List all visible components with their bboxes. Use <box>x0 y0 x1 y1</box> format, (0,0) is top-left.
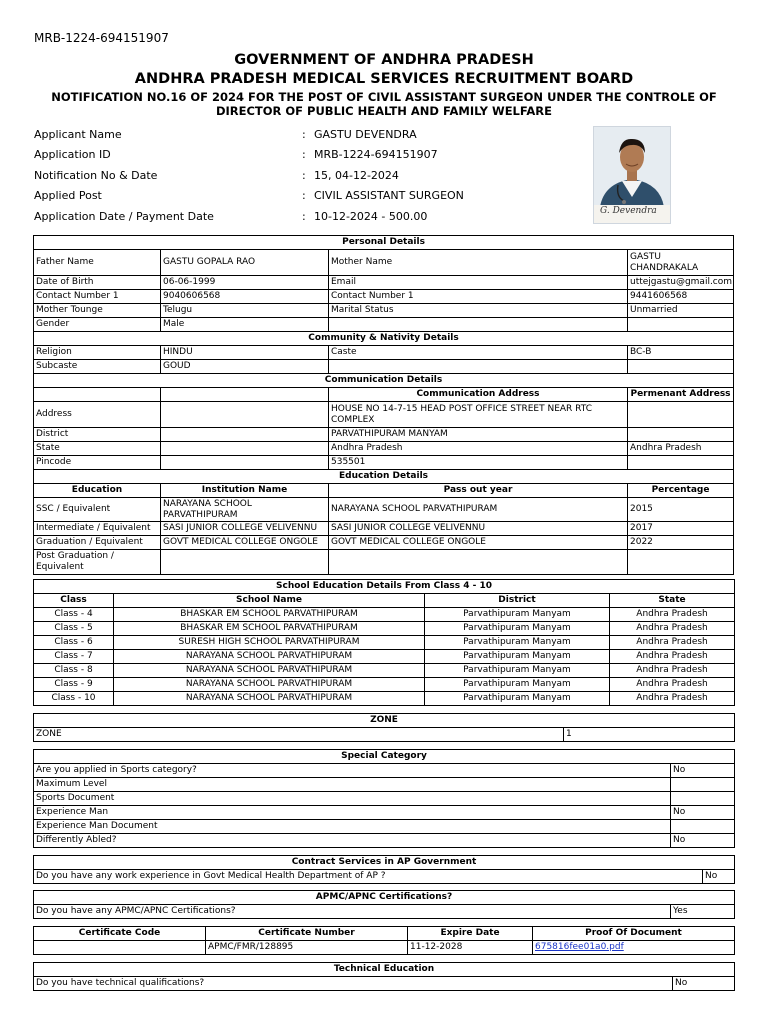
header-notification-line2: DIRECTOR OF PUBLIC HEALTH AND FAMILY WELFARE <box>215 104 553 118</box>
contact1-label: Contact Number 1 <box>34 290 161 304</box>
school-education-table <box>33 579 735 706</box>
caste-label: Caste <box>329 346 628 360</box>
state-label: State <box>34 442 161 456</box>
summary-label: Applicant Name <box>34 127 122 141</box>
special-category-title: Special Category <box>34 750 735 764</box>
education-row <box>34 550 734 575</box>
state-cell: Andhra Pradesh <box>610 608 735 622</box>
marital-status-label: Marital Status <box>329 304 628 318</box>
dob-value: 06-06-1999 <box>161 276 329 290</box>
percentage: 2015 <box>628 498 734 522</box>
applicant-photo <box>593 126 671 224</box>
empty-cell <box>161 456 329 470</box>
state-header: State <box>610 594 735 608</box>
contract-services-table <box>33 855 735 884</box>
passout-year: GOVT MEDICAL COLLEGE ONGOLE <box>329 536 628 550</box>
summary-label: Notification No & Date <box>34 168 158 182</box>
subcaste-label: Subcaste <box>34 360 161 374</box>
table-row <box>34 792 735 806</box>
education-row <box>34 536 734 550</box>
education-row <box>34 522 734 536</box>
state-cell: Andhra Pradesh <box>610 636 735 650</box>
photo-signature: G. Devendra <box>600 206 657 216</box>
table-row <box>34 608 735 622</box>
percentage-header: Percentage <box>628 484 734 498</box>
zone-title: ZONE <box>34 714 735 728</box>
summary-row <box>34 165 574 186</box>
table-row <box>34 834 735 848</box>
expire-date-header: Expire Date <box>408 927 533 941</box>
district-cell: Parvathipuram Manyam <box>425 692 610 706</box>
empty-cell <box>329 360 628 374</box>
class-cell: Class - 9 <box>34 678 114 692</box>
sports-document-label: Sports Document <box>34 792 671 806</box>
contract-services-title: Contract Services in AP Government <box>34 856 735 870</box>
class-cell: Class - 10 <box>34 692 114 706</box>
certificate-code-header: Certificate Code <box>34 927 206 941</box>
certificate-number-value: APMC/FMR/128895 <box>206 941 408 955</box>
summary-row <box>34 186 574 207</box>
table-row <box>34 778 735 792</box>
district-cell: Parvathipuram Manyam <box>425 636 610 650</box>
email-value: uttejgastu@gmail.com <box>628 276 734 290</box>
education-level: Post Graduation / Equivalent <box>34 550 161 575</box>
apmc-table <box>33 890 735 919</box>
community-details-title: Community & Nativity Details <box>34 332 734 346</box>
gender-value: Male <box>161 318 329 332</box>
state-cell: Andhra Pradesh <box>610 678 735 692</box>
experience-man-document-label: Experience Man Document <box>34 820 671 834</box>
address-label: Address <box>34 402 161 428</box>
email-label: Email <box>329 276 628 290</box>
apmc-answer: Yes <box>671 905 735 919</box>
state-value: Andhra Pradesh <box>329 442 628 456</box>
maximum-level-value <box>671 778 735 792</box>
maximum-level-label: Maximum Level <box>34 778 671 792</box>
passout-year-header: Pass out year <box>329 484 628 498</box>
district-value: PARVATHIPURAM MANYAM <box>329 428 628 442</box>
apmc-question: Do you have any APMC/APNC Certifications? <box>34 905 671 919</box>
differently-abled-label: Differently Abled? <box>34 834 671 848</box>
summary-value: 15, 04-12-2024 <box>314 168 399 182</box>
table-row <box>34 664 735 678</box>
father-name-value: GASTU GOPALA RAO <box>161 250 329 276</box>
school-name-cell: NARAYANA SCHOOL PARVATHIPURAM <box>114 664 425 678</box>
communication-address-value: HOUSE NO 14-7-15 HEAD POST OFFICE STREET NEAR RTC COMPLEX <box>329 402 628 428</box>
dob-label: Date of Birth <box>34 276 161 290</box>
district-cell: Parvathipuram Manyam <box>425 622 610 636</box>
education-level: Intermediate / Equivalent <box>34 522 161 536</box>
sports-category-value: No <box>671 764 735 778</box>
school-name-cell: NARAYANA SCHOOL PARVATHIPURAM <box>114 650 425 664</box>
summary-row <box>34 206 574 227</box>
zone-value: 1 <box>564 728 735 742</box>
percentage: 2017 <box>628 522 734 536</box>
summary-value: GASTU DEVENDRA <box>314 127 417 141</box>
permanent-state-value: Andhra Pradesh <box>628 442 734 456</box>
header-notification <box>40 90 728 118</box>
district-label: District <box>34 428 161 442</box>
technical-answer: No <box>673 977 735 991</box>
header-government: GOVERNMENT OF ANDHRA PRADESH <box>234 52 534 68</box>
details-table <box>33 235 734 575</box>
contact2-value: 9441606568 <box>628 290 734 304</box>
institution-name <box>161 550 329 575</box>
pincode-value: 535501 <box>329 456 628 470</box>
empty-cell <box>161 388 329 402</box>
mother-name-label: Mother Name <box>329 250 628 276</box>
education-details-title: Education Details <box>34 470 734 484</box>
marital-status-value: Unmarried <box>628 304 734 318</box>
table-row <box>34 820 735 834</box>
education-header: Education <box>34 484 161 498</box>
table-row <box>34 941 735 955</box>
summary-row <box>34 124 574 145</box>
school-name-cell: NARAYANA SCHOOL PARVATHIPURAM <box>114 692 425 706</box>
empty-cell <box>628 360 734 374</box>
communication-details-title: Communication Details <box>34 374 734 388</box>
proof-document-cell <box>533 941 735 955</box>
summary-value: CIVIL ASSISTANT SURGEON <box>314 189 464 203</box>
table-row <box>34 764 735 778</box>
district-cell: Parvathipuram Manyam <box>425 678 610 692</box>
technical-education-table <box>33 962 735 991</box>
apmc-title: APMC/APNC Certifications? <box>34 891 735 905</box>
summary-value: 10-12-2024 - 500.00 <box>314 209 428 223</box>
class-cell: Class - 7 <box>34 650 114 664</box>
summary-label: Applied Post <box>34 189 102 203</box>
father-name-label: Father Name <box>34 250 161 276</box>
religion-value: HINDU <box>161 346 329 360</box>
zone-table <box>33 713 735 742</box>
differently-abled-value: No <box>671 834 735 848</box>
class-cell: Class - 6 <box>34 636 114 650</box>
school-name-cell: BHASKAR EM SCHOOL PARVATHIPURAM <box>114 622 425 636</box>
state-cell: Andhra Pradesh <box>610 622 735 636</box>
school-name-cell: SURESH HIGH SCHOOL PARVATHIPURAM <box>114 636 425 650</box>
education-row <box>34 498 734 522</box>
empty-cell <box>161 428 329 442</box>
class-header: Class <box>34 594 114 608</box>
colon: : <box>302 168 306 182</box>
empty-cell <box>34 388 161 402</box>
table-row <box>34 636 735 650</box>
permanent-address-header: Permenant Address <box>628 388 734 402</box>
institution-name: SASI JUNIOR COLLEGE VELIVENNU <box>161 522 329 536</box>
zone-label: ZONE <box>34 728 564 742</box>
class-cell: Class - 5 <box>34 622 114 636</box>
school-name-cell: NARAYANA SCHOOL PARVATHIPURAM <box>114 678 425 692</box>
caste-value: BC-B <box>628 346 734 360</box>
class-cell: Class - 4 <box>34 608 114 622</box>
passout-year <box>329 550 628 575</box>
personal-details-title: Personal Details <box>34 236 734 250</box>
education-level: SSC / Equivalent <box>34 498 161 522</box>
district-cell: Parvathipuram Manyam <box>425 664 610 678</box>
empty-cell <box>329 318 628 332</box>
summary-row <box>34 145 574 166</box>
religion-label: Religion <box>34 346 161 360</box>
technical-question: Do you have technical qualifications? <box>34 977 673 991</box>
state-cell: Andhra Pradesh <box>610 650 735 664</box>
mother-tongue-value: Telugu <box>161 304 329 318</box>
institution-name: GOVT MEDICAL COLLEGE ONGOLE <box>161 536 329 550</box>
empty-cell <box>161 442 329 456</box>
school-name-cell: BHASKAR EM SCHOOL PARVATHIPURAM <box>114 608 425 622</box>
percentage: 2022 <box>628 536 734 550</box>
gender-label: Gender <box>34 318 161 332</box>
permanent-address-value <box>628 402 734 428</box>
applicant-summary <box>34 124 574 227</box>
table-row <box>34 692 735 706</box>
table-row <box>34 678 735 692</box>
mother-tongue-label: Mother Tounge <box>34 304 161 318</box>
district-cell: Parvathipuram Manyam <box>425 650 610 664</box>
contact2-label: Contact Number 1 <box>329 290 628 304</box>
communication-address-header: Communication Address <box>329 388 628 402</box>
reference-number: MRB-1224-694151907 <box>34 31 169 45</box>
special-category-table <box>33 749 735 848</box>
technical-education-title: Technical Education <box>34 963 735 977</box>
empty-cell <box>628 318 734 332</box>
table-row <box>34 650 735 664</box>
sports-category-label: Are you applied in Sports category? <box>34 764 671 778</box>
mother-name-value: GASTU CHANDRAKALA <box>628 250 734 276</box>
pincode-label: Pincode <box>34 456 161 470</box>
proof-document-header: Proof Of Document <box>533 927 735 941</box>
work-experience-question: Do you have any work experience in Govt Medical Health Department of AP ? <box>34 870 703 884</box>
expire-date-value: 11-12-2028 <box>408 941 533 955</box>
header-board: ANDHRA PRADESH MEDICAL SERVICES RECRUITMENT BOARD <box>134 71 634 87</box>
institution-name: NARAYANA SCHOOL PARVATHIPURAM <box>161 498 329 522</box>
school-name-header: School Name <box>114 594 425 608</box>
state-cell: Andhra Pradesh <box>610 664 735 678</box>
institution-header: Institution Name <box>161 484 329 498</box>
sports-document-value <box>671 792 735 806</box>
work-experience-answer: No <box>703 870 735 884</box>
permanent-district-value <box>628 428 734 442</box>
class-cell: Class - 8 <box>34 664 114 678</box>
empty-cell <box>161 402 329 428</box>
colon: : <box>302 127 306 141</box>
colon: : <box>302 148 306 162</box>
summary-value: MRB-1224-694151907 <box>314 148 438 162</box>
summary-label: Application Date / Payment Date <box>34 209 214 223</box>
passout-year: NARAYANA SCHOOL PARVATHIPURAM <box>329 498 628 522</box>
colon: : <box>302 189 306 203</box>
subcaste-value: GOUD <box>161 360 329 374</box>
table-row <box>34 622 735 636</box>
certificates-table <box>33 926 735 955</box>
contact1-value: 9040606568 <box>161 290 329 304</box>
certificate-number-header: Certificate Number <box>206 927 408 941</box>
experience-man-document-value <box>671 820 735 834</box>
summary-label: Application ID <box>34 148 111 162</box>
percentage <box>628 550 734 575</box>
passout-year: SASI JUNIOR COLLEGE VELIVENNU <box>329 522 628 536</box>
state-cell: Andhra Pradesh <box>610 692 735 706</box>
school-education-title: School Education Details From Class 4 - 10 <box>34 580 735 594</box>
education-level: Graduation / Equivalent <box>34 536 161 550</box>
experience-man-label: Experience Man <box>34 806 671 820</box>
district-header: District <box>425 594 610 608</box>
colon: : <box>302 209 306 223</box>
header-notification-line1: NOTIFICATION NO.16 OF 2024 FOR THE POST OF CIVIL ASSISTANT SURGEON UNDER THE CONTROLE OF <box>51 90 717 104</box>
experience-man-value: No <box>671 806 735 820</box>
proof-document-link[interactable]: 675816fee01a0.pdf <box>535 942 624 952</box>
district-cell: Parvathipuram Manyam <box>425 608 610 622</box>
permanent-pincode-value <box>628 456 734 470</box>
certificate-code-value <box>34 941 206 955</box>
table-row <box>34 806 735 820</box>
